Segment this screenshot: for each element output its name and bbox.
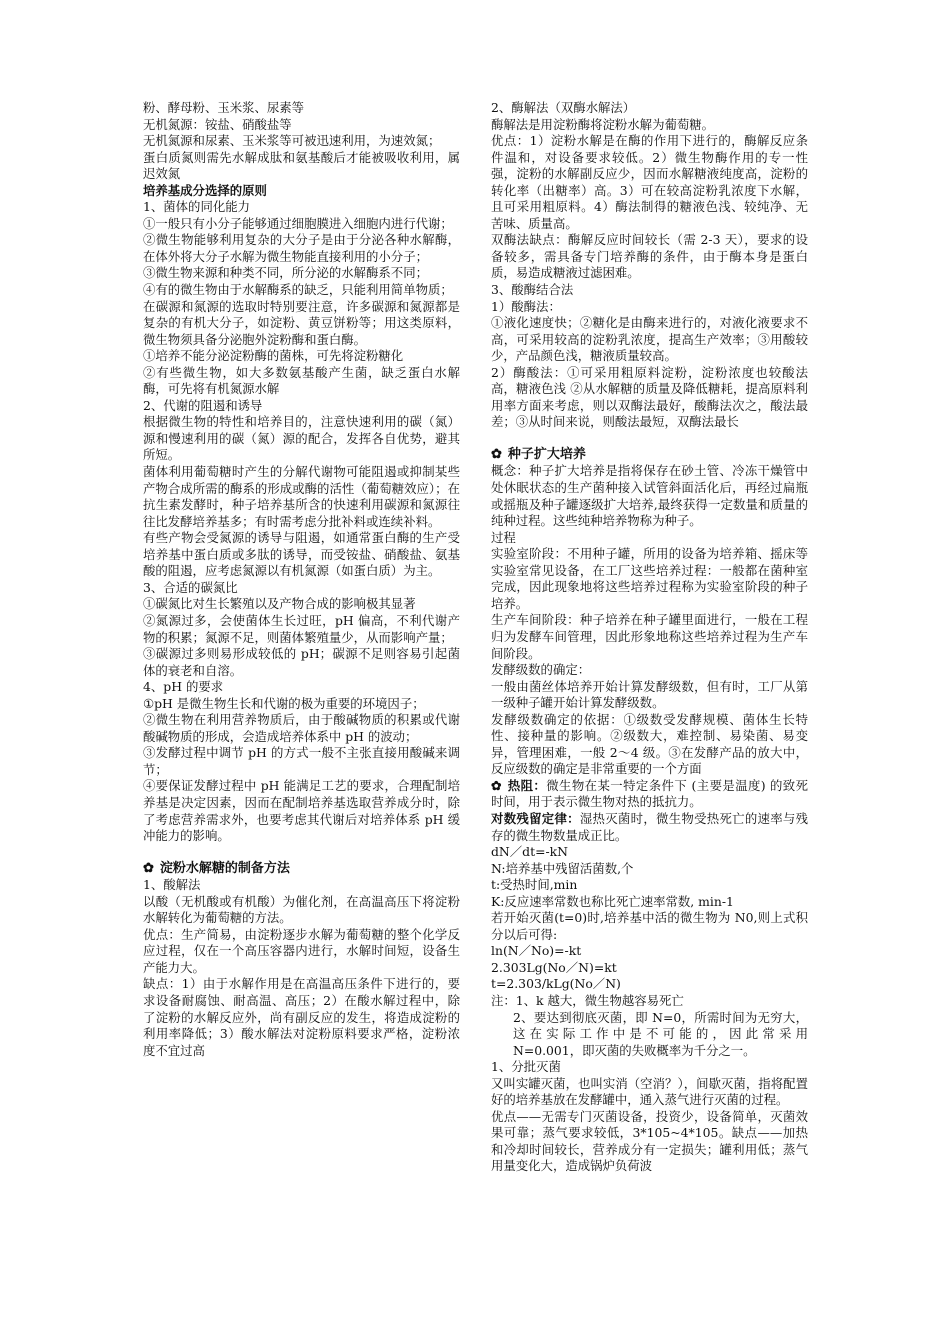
paragraph: 又叫实罐灭菌，也叫实消（空消？），间歇灭菌，指将配置好的培养基放在发酵罐中，通入蒸气进行灭菌的过程。 <box>491 1075 808 1108</box>
definition-paragraph <box>491 778 808 811</box>
paragraph: ①pH 是微生物生长和代谢的极为重要的环境因子； <box>143 695 425 711</box>
paragraph: 注：1、k 越大，微生物越容易死亡 <box>491 992 684 1008</box>
flower-icon: ✿ <box>491 777 502 793</box>
paragraph: 3、合适的碳氮比 <box>143 579 238 595</box>
paragraph: 2、酶解法（双酶水解法） <box>491 100 636 115</box>
paragraph: t:受热时间,min <box>491 877 578 893</box>
paragraph: 若开始灭菌(t=0)时,培养基中活的微生物为 N0,则上式积分以后可得: <box>491 910 808 942</box>
paragraph: t=2.303/kLg(No／N) <box>491 976 621 992</box>
left-column <box>143 100 460 1059</box>
paragraph: 酶解法是用淀粉酶将淀粉水解为葡萄糖。 <box>491 116 715 132</box>
paragraph: 实验室阶段：不用种子罐，所用的设备为培养箱、摇床等实验室常见设备，在工厂这些培养过程：一般都在菌种室完成，因此现象地将这些培养过程称为实验室阶段的种子培养。 <box>491 546 808 611</box>
paragraph: ③发酵过程中调节 pH 的方式一般不主张直接用酸碱来调节； <box>143 745 460 777</box>
paragraph: ③微生物来源和种类不同，所分泌的水解酶系不同； <box>143 265 428 281</box>
definition-text: 微生物在某一特定条件下 (主要是温度) 的致死时间，用于表示微生物对热的抵抗力。 <box>491 777 809 810</box>
paragraph: 2、要达到彻底灭菌，即 N=0，所需时间为无穷大，这在实际工作中是不可能的，因此常采用 N=0.001，即灭菌的失败概率为千分之一。 <box>513 1009 808 1058</box>
spacer <box>143 845 460 861</box>
paragraph: ②微生物能够利用复杂的大分子是由于分泌各种水解酶，在体外将大分子水解为微生物能直接利用的小分子； <box>143 232 460 264</box>
paragraph: ①培养不能分泌淀粉酶的菌株，可先将淀粉糖化 <box>143 348 404 364</box>
paragraph: 2）酶酸法：①可采用粗原料淀粉，淀粉浓度也较酸法高，糖液色浅 ②从水解糖的质量及降低糖耗，提高原料利用率方面来考虑，则以双酶法最好，酸酶法次之，酸法最差；③从时间来说，则酸法最短，双酶法最长 <box>491 364 808 430</box>
heading-text: 淀粉水解糖的制备方法 <box>159 860 290 876</box>
paragraph: 1、分批灭菌 <box>491 1059 561 1075</box>
term: 热阻： <box>507 777 547 793</box>
paragraph: ④要保证发酵过程中 pH 能满足工艺的要求，合理配制培养基是决定因素，因而在配制培养基选取营养成分时，除了考虑营养需求外，也要考虑其代谢后对培养体系 pH 缓冲能力的影响。 <box>143 778 460 844</box>
paragraph: 菌体利用葡萄糖时产生的分解代谢物可能阻遏或抑制某些产物合成所需的酶系的形成或酶的活性（葡萄糖效应）；在抗生素发酵时，种子培养基所含的快速利用碳源和氮源往往比发酵培养基多；有时需考虑分批补料或连续补料。 <box>143 464 460 529</box>
spacer <box>491 431 808 447</box>
paragraph: 1、菌体的同化能力 <box>143 199 251 215</box>
paragraph: 根据微生物的特性和培养目的，注意快速利用的碳（氮）源和慢速利用的碳（氮）源的配合，发挥各自优势，避其所短。 <box>143 414 460 463</box>
paragraph: 过程 <box>491 529 516 545</box>
paragraph: 发酵级数确定的依据：①级数受发酵规模、菌体生长特性、接种量的影响。②级数大，难控制、易染菌、易变异，管理困难，一般 2～4 级。③在发酵产品的放大中，反应级数的确定是非常重要的一个方面 <box>491 711 808 777</box>
section-heading <box>143 861 460 878</box>
paragraph: 一般由菌丝体培养开始计算发酵级数，但有时，工厂从第一级种子罐开始计算发酵级数。 <box>491 678 808 711</box>
paragraph: 蛋白质氮则需先水解成肽和氨基酸后才能被吸收利用，属迟效氮 <box>143 149 460 182</box>
flower-icon: ✿ <box>143 860 154 876</box>
paragraph: 1）酸酶法： <box>491 298 561 314</box>
flower-icon: ✿ <box>491 446 502 462</box>
paragraph: ②有些微生物，如大多数氨基酸产生菌，缺乏蛋白水解酶，可先将有机氮源水解 <box>143 364 460 397</box>
right-column <box>491 100 808 1175</box>
paragraph: 缺点：1）由于水解作用是在高温高压条件下进行的，要求设备耐腐蚀、耐高温、高压；2）在酸水解过程中，除了淀粉的水解反应外，尚有副反应的发生，将造成淀粉的利用率降低；3）酸水解法对淀粉原料要求严格，淀粉浓度不宜过高 <box>143 976 460 1058</box>
definition-text: 湿热灭菌时，微生物受热死亡的速率与残存的微生物数量成正比。 <box>491 810 809 843</box>
paragraph: ①液化速度快；②糖化是由酶来进行的，对液化液要求不高，可采用较高的淀粉乳浓度，提高生产效率；③用酸较少，产品颜色浅，糖液质量较高。 <box>491 315 808 364</box>
paragraph: 粉、酵母粉、玉米浆、尿素等 <box>143 100 305 115</box>
paragraph: 发酵级数的确定： <box>491 662 591 678</box>
paragraph: ④有的微生物由于水解酶系的缺乏，只能利用简单物质； <box>143 282 453 298</box>
paragraph: 4、pH 的要求 <box>143 679 224 695</box>
heading-text: 种子扩大培养 <box>507 446 586 462</box>
paragraph: 无机氮源和尿素、玉米浆等可被迅速利用，为速效氮； <box>143 133 441 149</box>
paragraph: 3、酸酶结合法 <box>491 282 574 298</box>
paragraph: 优点：1）淀粉水解是在酶的作用下进行的，酶解反应条件温和，对设备要求较低。2）微生物酶作用的专一性强，淀粉的水解副反应少，因而水解糖液纯度高，淀粉的转化率（出糖率）高。3）可在较高淀粉乳浓度下水解，且可采用粗原料。4）酶法制得的糖液色浅、较纯净、无苦味、质量高。 <box>491 133 808 231</box>
paragraph: ①一般只有小分子能够通过细胞膜进入细胞内进行代谢； <box>143 215 453 231</box>
paragraph: dN／dt=-kN <box>491 844 568 860</box>
paragraph: 在碳源和氮源的选取时特别要注意，许多碳源和氮源都是复杂的有机大分子，如淀粉、黄豆饼粉等；用这类原料，微生物须具备分泌胞外淀粉酶和蛋白酶。 <box>143 298 460 347</box>
paragraph: ③碳源过多则易形成较低的 pH；碳源不足则容易引起菌体的衰老和自溶。 <box>143 646 460 678</box>
subheading: 培养基成分选择的原则 <box>143 182 267 198</box>
paragraph: 2.303Lg(No／N)=kt <box>491 959 617 975</box>
paragraph: 生产车间阶段：种子培养在种子罐里面进行，一般在工程归为发酵车间管理，因此形象地称这些培养过程为生产车间阶段。 <box>491 612 808 661</box>
paragraph: 以酸（无机酸或有机酸）为催化剂，在高温高压下将淀粉水解转化为葡萄糖的方法。 <box>143 893 460 926</box>
term: 对数残留定律： <box>491 810 580 826</box>
paragraph: 1、酸解法 <box>143 877 201 893</box>
paragraph: 2、代谢的阻遏和诱导 <box>143 397 263 413</box>
section-heading <box>491 447 808 464</box>
paragraph: 双酶法缺点：酶解反应时间较长（需 2-3 天），要求的设备较多，需具备专门培养酶的条件，由于酶本身是蛋白质，易造成糖液过滤困难。 <box>491 232 808 281</box>
paragraph: 概念：种子扩大培养是指将保存在砂土管、冷冻干燥管中处休眠状态的生产菌种接入试管斜面活化后，再经过扁瓶或摇瓶及种子罐逐级扩大培养,最终获得一定数量和质量的纯种过程。这些纯种培养物称为种子。 <box>491 463 808 529</box>
paragraph: 无机氮源：铵盐、硝酸盐等 <box>143 116 292 132</box>
paragraph: N:培养基中残留活菌数,个 <box>491 860 634 876</box>
paragraph: 有些产物会受氮源的诱导与阻遏，如通常蛋白酶的生产受培养基中蛋白质或多肽的诱导，而受铵盐、硝酸盐、氨基酸的阻遏，应考虑氮源以有机氮源（如蛋白质）为主。 <box>143 530 460 579</box>
paragraph: ②氮源过多，会使菌体生长过旺，pH 偏高，不利代谢产物的积累；氮源不足，则菌体繁殖量少，从而影响产量； <box>143 612 460 645</box>
definition-paragraph <box>491 811 808 844</box>
paragraph: ①碳氮比对生长繁殖以及产物合成的影响极其显著 <box>143 596 416 612</box>
paragraph: 优点：生产简易，由淀粉逐步水解为葡萄糖的整个化学反应过程，仅在一个高压容器内进行，水解时间短，设备生产能力大。 <box>143 926 460 975</box>
paragraph: K:反应速率常数也称比死亡速率常数, min-1 <box>491 893 734 909</box>
paragraph: ln(N／No)=-kt <box>491 943 582 959</box>
paragraph: 优点——无需专门灭菌设备，投资少，设备简单，灭菌效果可靠；蒸气要求较低，3*105~4*105。缺点——加热和冷却时间较长，营养成分有一定损失；罐利用低；蒸气用量变化大，造成锅炉负荷波 <box>491 1108 808 1174</box>
paragraph: ②微生物在利用营养物质后，由于酸碱物质的积累或代谢酸碱物质的形成，会造成培养体系中 pH 的波动； <box>143 712 460 744</box>
